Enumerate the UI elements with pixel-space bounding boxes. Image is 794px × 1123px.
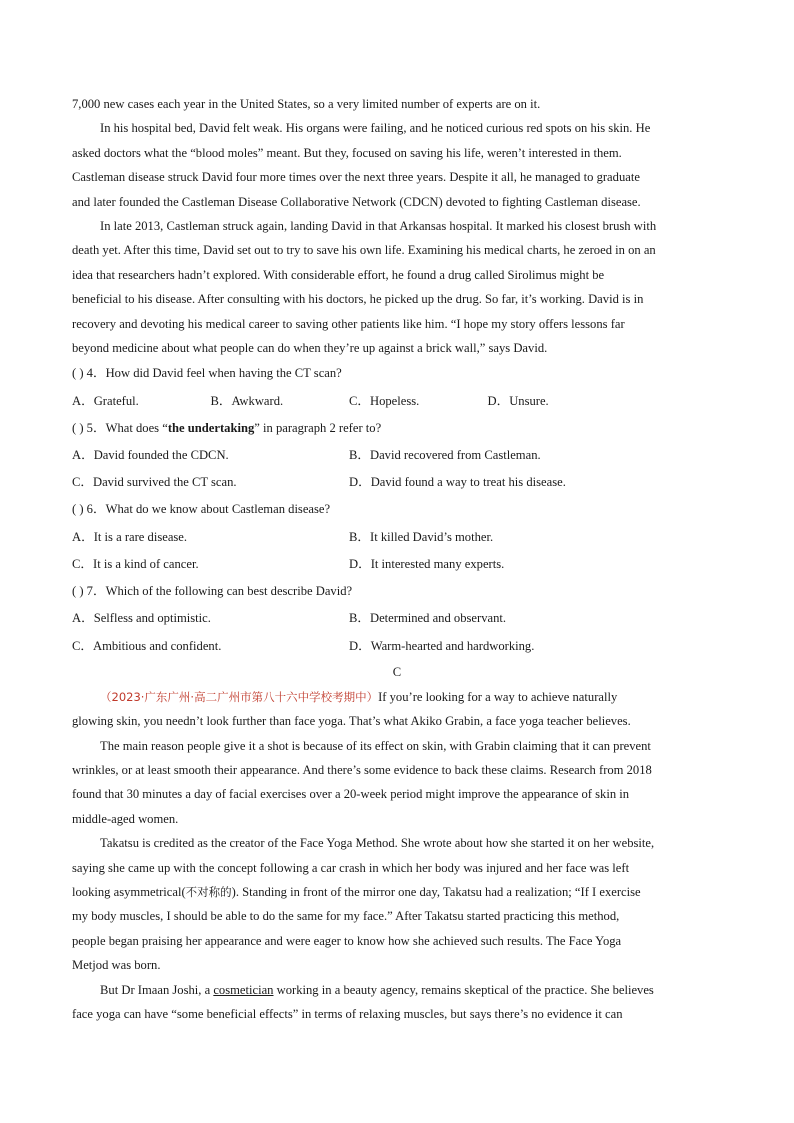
option-a: A．Selfless and optimistic. <box>72 611 211 626</box>
question-7-stem: ( ) 7．Which of the following can best describe David? <box>72 584 353 599</box>
passage-c-line <box>72 978 722 1002</box>
document-page <box>72 92 722 1026</box>
option-b: B．It killed David’s mother. <box>349 529 494 544</box>
passage-b-line: Castleman disease struck David four more times over the next three years. Despite it all, he managed to graduate <box>72 170 640 185</box>
option-b: B．Determined and observant. <box>349 611 507 626</box>
question-5-stem <box>72 415 722 442</box>
question-4-stem: ( ) 4．How did David feel when having the CT scan? <box>72 366 342 381</box>
passage-c-line: found that 30 minutes a day of facial exercises over a 20-week period might improve the appearance of skin in <box>72 787 630 802</box>
question-7-options-row1 <box>72 605 722 632</box>
option-d: D．Unsure. <box>487 393 549 408</box>
passage-b-line: death yet. After this time, David set out to try to save his own life. Examining his medical charts, he zeroed in on an <box>72 243 656 258</box>
section-label: C <box>392 664 402 679</box>
option-b: B．David recovered from Castleman. <box>349 448 541 463</box>
question-6-stem: ( ) 6．What do we know about Castleman disease? <box>72 502 331 517</box>
passage-c-text: But Dr Imaan Joshi, a <box>100 982 214 997</box>
option-b: B．Awkward. <box>210 393 284 408</box>
passage-b-line: recovery and devoting his medical career to saving other patients like him. “I hope my story offers lessons far <box>72 316 625 331</box>
option-d: D．Warm-hearted and hardworking. <box>349 638 535 653</box>
option-c: C．Hopeless. <box>349 393 420 408</box>
passage-b-line: idea that researchers hadn’t explored. With considerable effort, he found a drug called Sirolimus might be <box>72 267 605 282</box>
source-citation: （2023·广东广州·高二广州市第八十六中学校考期中） <box>100 689 379 704</box>
passage-c-line: The main reason people give it a shot is because of its effect on skin, with Grabin claiming that it can prevent <box>100 738 651 753</box>
passage-c-text: looking asymmetrical( <box>72 884 186 899</box>
passage-c-line: glowing skin, you needn’t look further than face yoga. That’s what Akiko Grabin, a face yoga teacher believes. <box>72 714 631 729</box>
question-4-options <box>72 388 722 415</box>
passage-c-line: Metjod was born. <box>72 958 161 973</box>
passage-b-line: beneficial to his disease. After consulting with his doctors, he picked up the drug. So far, it’s working. David is in <box>72 292 644 307</box>
passage-b-line: and later founded the Castleman Disease Collaborative Network (CDCN) devoted to fighting Castleman disease. <box>72 194 641 209</box>
question-5-options-row2 <box>72 469 722 496</box>
option-a: A．Grateful. <box>72 393 139 408</box>
passage-c-text: If you’re looking for a way to achieve naturally <box>378 689 618 704</box>
question-5-options-row1 <box>72 442 722 469</box>
passage-c-line <box>72 880 722 904</box>
question-7-options-row2 <box>72 633 722 660</box>
passage-b-line: beyond medicine about what people can do when they’re up against a brick wall,” says David. <box>72 341 548 356</box>
passage-c-line: saying she came up with the concept following a car crash in which her body was injured and her face was left <box>72 860 630 875</box>
passage-c-line: my body muscles, I should be able to do the same for my face.” After Takatsu started practicing this method, <box>72 909 620 924</box>
question-5-stem-bold: the undertaking <box>167 420 255 435</box>
passage-c-line: face yoga can have “some beneficial effects” in terms of relaxing muscles, but says there’s no evidence it can <box>72 1006 623 1021</box>
question-6-options-row1 <box>72 524 722 551</box>
passage-b-line: 7,000 new cases each year in the United States, so a very limited number of experts are on it. <box>72 97 541 111</box>
passage-c-line: people began praising her appearance and were eager to know how she achieved such results. The Face Yoga <box>72 933 622 948</box>
passage-c-line <box>72 685 722 709</box>
question-5-stem-prefix: ( ) 5．What does “ <box>72 420 168 435</box>
question-5-stem-suffix: ” in paragraph 2 refer to? <box>254 420 382 435</box>
passage-c-text: ). Standing in front of the mirror one day, Takatsu had a realization; “If I exercise <box>231 884 641 899</box>
option-d: D．It interested many experts. <box>349 556 505 571</box>
option-d: D．David found a way to treat his disease. <box>349 475 566 490</box>
passage-c-line: middle-aged women. <box>72 811 179 826</box>
question-6-options-row2 <box>72 551 722 578</box>
passage-b-line: asked doctors what the “blood moles” meant. But they, focused on saving his life, weren’t interested in them. <box>72 145 622 160</box>
passage-c-line: wrinkles, or at least smooth their appearance. And there’s some evidence to back these claims. Research from 2018 <box>72 762 652 777</box>
option-c: C．It is a kind of cancer. <box>72 556 199 571</box>
underlined-word: cosmetician <box>213 982 274 997</box>
option-a: A．David founded the CDCN. <box>72 448 229 463</box>
option-c: C．Ambitious and confident. <box>72 638 222 653</box>
option-c: C．David survived the CT scan. <box>72 475 237 490</box>
passage-b-line: In his hospital bed, David felt weak. His organs were failing, and he noticed curious red spots on his skin. He <box>100 121 651 136</box>
passage-b-line: In late 2013, Castleman struck again, landing David in that Arkansas hospital. It marked his closest brush with <box>100 219 657 234</box>
passage-c-text: working in a beauty agency, remains skeptical of the practice. She believes <box>273 982 654 997</box>
option-a: A．It is a rare disease. <box>72 529 188 544</box>
passage-c-line: Takatsu is credited as the creator of the Face Yoga Method. She wrote about how she started it on her website, <box>100 836 655 851</box>
chinese-gloss: 不对称的 <box>185 884 232 899</box>
